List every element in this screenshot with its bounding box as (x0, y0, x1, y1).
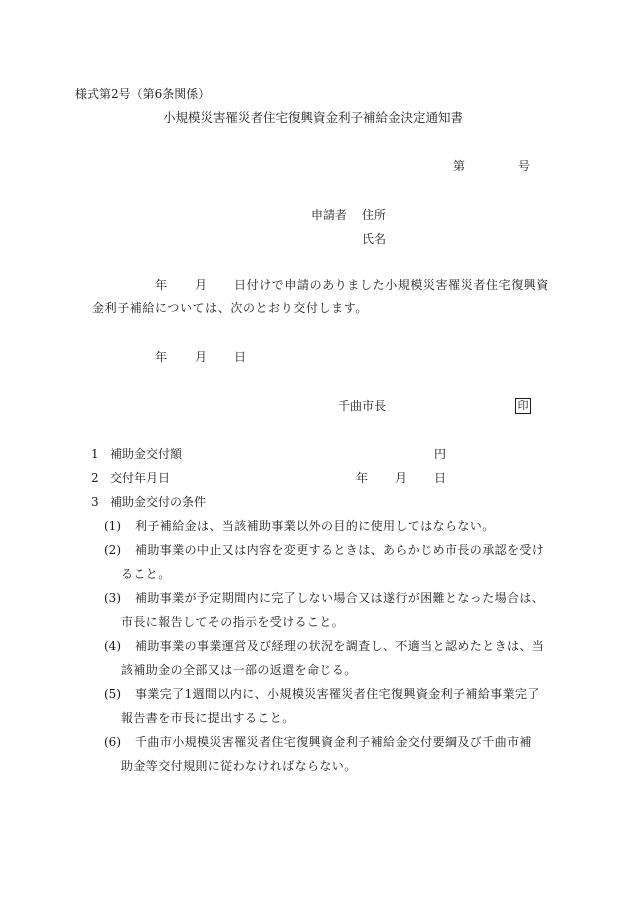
condition-4-line2: 該補助金の全部又は一部の返還を命じる。 (121, 663, 357, 677)
name-label: 氏名 (362, 232, 387, 246)
condition-5-line1: 事業完了1週間以内に、小規模災害罹災者住宅復興資金利子補給事業完了 (135, 687, 540, 701)
item-2-label: 交付年月日 (110, 471, 171, 485)
condition-3-no: (3) (104, 591, 121, 605)
condition-4-line1: 補助事業の事業運営及び経理の状況を調査し、不適当と認めたときは、当 (135, 639, 545, 653)
seal-mark (515, 397, 531, 414)
item-2-month: 月 (395, 471, 408, 485)
condition-3-line1: 補助事業が予定期間内に完了しない場合又は遂行が困難となった場合は、 (135, 591, 545, 605)
condition-6-no: (6) (104, 735, 121, 749)
number-dai: 第 (453, 159, 466, 173)
condition-3-line2: 市長に報告してその指示を受けること。 (121, 615, 345, 629)
address-label: 住所 (362, 208, 387, 222)
condition-1-line1: 利子補給金は、当該補助事業以外の目的に使用してはならない。 (135, 519, 495, 533)
item-3-label: 補助金交付の条件 (110, 495, 207, 509)
item-1-no: 1 (91, 447, 99, 461)
condition-4-no: (4) (104, 639, 121, 653)
form-label: 様式第2号（第6条関係） (75, 87, 211, 101)
body-text-line2: 金利子補給については、次のとおり交付します。 (92, 301, 369, 315)
body-month: 月 (195, 278, 208, 292)
item-3-no: 3 (91, 495, 99, 509)
date-month: 月 (195, 350, 208, 364)
date-day: 日 (234, 350, 247, 364)
item-2-day: 日 (434, 471, 447, 485)
condition-6-line2: 助金等交付規則に従わなければならない。 (121, 759, 357, 773)
seal-icon: 印 (515, 398, 531, 414)
condition-6-line1: 千曲市小規模災害罹災者住宅復興資金利子補給金交付要綱及び千曲市補 (135, 735, 532, 749)
condition-2-line2: ること。 (121, 567, 171, 581)
condition-1-no: (1) (104, 519, 121, 533)
number-go: 号 (518, 159, 531, 173)
item-1-value: 円 (434, 447, 447, 461)
condition-5-no: (5) (104, 687, 121, 701)
body-year: 年 (155, 278, 168, 292)
body-text-line1: 日付けで申請のありました小規模災害罹災者住宅復興資 (234, 278, 550, 292)
date-year: 年 (155, 350, 168, 364)
item-2-no: 2 (91, 471, 99, 485)
item-2-year: 年 (356, 471, 369, 485)
item-1-label: 補助金交付額 (110, 447, 183, 461)
condition-2-line1: 補助事業の中止又は内容を変更するときは、あらかじめ市長の承認を受け (135, 543, 545, 557)
condition-5-line2: 報告書を市長に提出すること。 (121, 711, 295, 725)
document-title: 小規模災害罹災者住宅復興資金利子補給金決定通知書 (163, 110, 464, 125)
applicant-label: 申請者 (311, 208, 348, 222)
issuer-title: 千曲市長 (338, 399, 387, 413)
condition-2-no: (2) (104, 543, 121, 557)
